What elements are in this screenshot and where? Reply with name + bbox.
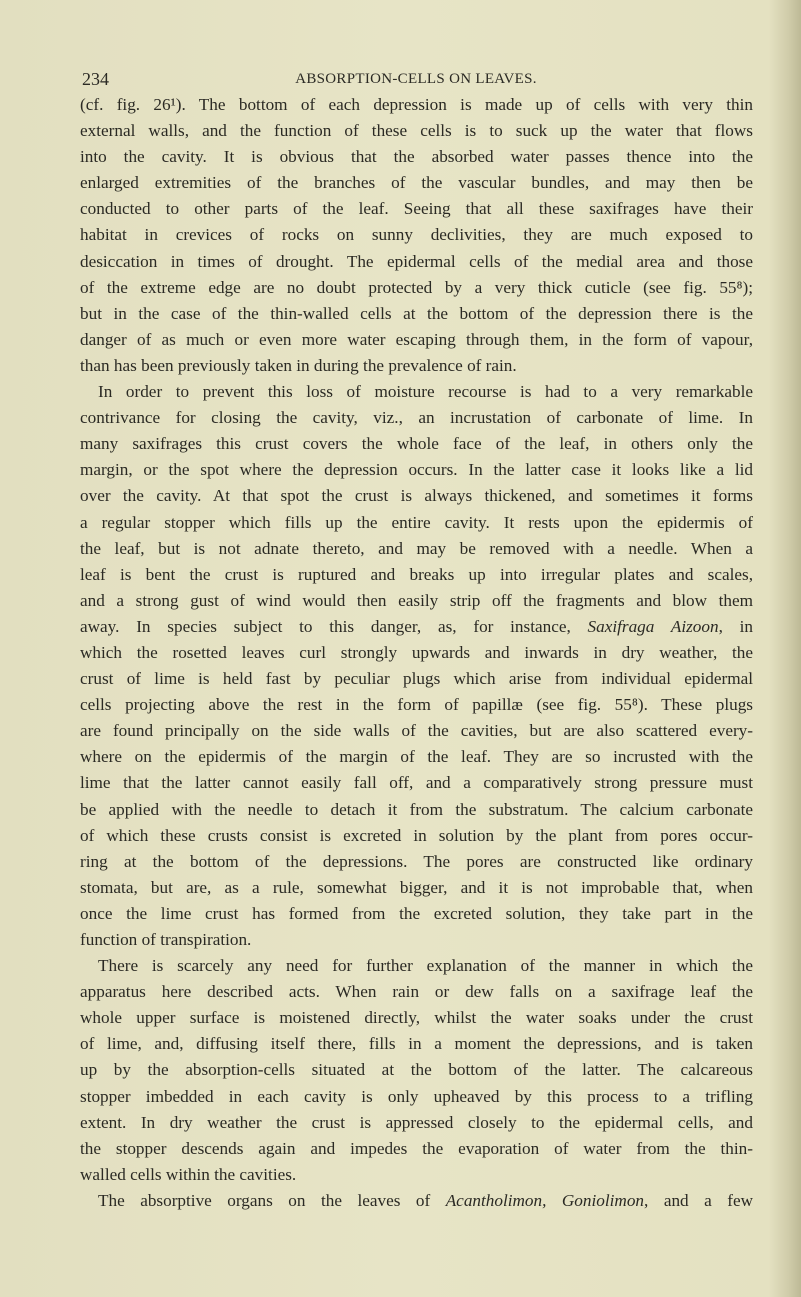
- text-line: [80, 1084, 753, 1110]
- text-line: [80, 562, 753, 588]
- text-segment: crust of lime is held fast by peculiar plugs which arise from individual epidermal: [80, 669, 753, 689]
- text-line: [80, 144, 753, 170]
- text-line: [80, 405, 753, 431]
- text-segment: up by the absorption-cells situated at the bottom of the latter. The calcareous: [80, 1060, 753, 1080]
- text-line: [80, 536, 753, 562]
- text-segment: over the cavity. At that spot the crust is always thickened, and sometimes it forms: [80, 486, 753, 506]
- text-line: [80, 614, 753, 640]
- text-line: [80, 744, 753, 770]
- text-line: [80, 666, 753, 692]
- text-segment: are found principally on the side walls of the cavities, but are also scattered every-: [80, 721, 753, 741]
- text-segment: and a strong gust of wind would then easily strip off the fragments and blow them: [80, 590, 753, 610]
- text-line: [80, 249, 753, 275]
- page-number: 234: [82, 69, 109, 89]
- text-segment: but in the case of the thin-walled cells at the bottom of the depression there is the: [80, 303, 753, 323]
- text-segment: ring at the bottom of the depressions. The pores are constructed like ordinary: [80, 851, 753, 871]
- text-segment: walled cells within the cavities.: [80, 1164, 297, 1184]
- paragraph: [80, 92, 753, 379]
- text-line: [80, 588, 753, 614]
- paragraph: [80, 953, 753, 1188]
- text-segment: (cf. fig. 26¹). The bottom of each depression is made up of cells with very thin: [80, 95, 753, 114]
- text-segment: function of transpiration.: [80, 930, 252, 949]
- text-line: [80, 1057, 753, 1083]
- text-line: [80, 275, 753, 301]
- text-line: [80, 718, 753, 744]
- text-segment: lime that the latter cannot easily fall off, and a comparatively strong pressure must: [80, 773, 753, 793]
- text-line: [80, 510, 753, 536]
- text-segment: of which these crusts consist is excreted in solution by the plant from pores occur-: [80, 825, 753, 845]
- body-text: [80, 92, 753, 1214]
- text-line: [80, 301, 753, 327]
- text-segment: a regular stopper which fills up the entire cavity. It rests upon the epidermis of: [80, 512, 753, 532]
- text-segment: cells projecting above the rest in the form of papillæ (see fig. 55⁸). These plugs: [80, 695, 753, 715]
- text-segment: many saxifrages this crust covers the whole face of the leaf, in others only the: [80, 434, 753, 454]
- text-segment: the leaf, but is not adnate thereto, and may be removed with a needle. When a: [80, 538, 753, 558]
- text-line: [80, 353, 753, 379]
- text-line: [80, 1136, 753, 1162]
- text-line: [80, 927, 753, 953]
- text-segment: The absorptive organs on the leaves of: [98, 1190, 446, 1210]
- text-line: [80, 823, 753, 849]
- text-line: [80, 92, 753, 118]
- text-line: [80, 196, 753, 222]
- text-segment: desiccation in times of drought. The epidermal cells of the medial area and those: [80, 251, 753, 271]
- text-line: [80, 1005, 753, 1031]
- text-segment: of lime, and, diffusing itself there, fills in a moment the depressions, and is taken: [80, 1034, 753, 1054]
- text-segment: away. In species subject to this danger, as, for instance,: [80, 616, 588, 636]
- text-segment: conducted to other parts of the leaf. Seeing that all these saxifrages have their: [80, 199, 753, 219]
- text-segment: which the rosetted leaves curl strongly upwards and inwards in dry weather, the: [80, 642, 753, 662]
- text-segment: extent. In dry weather the crust is appressed closely to the epidermal cells, and: [80, 1112, 753, 1132]
- text-line: [80, 640, 753, 666]
- paragraph: [80, 379, 753, 953]
- text-line: [80, 1162, 753, 1188]
- text-segment: of the extreme edge are no doubt protected by a very thick cuticle (see fig. 55⁸);: [80, 277, 753, 297]
- paragraph: [80, 1188, 753, 1214]
- text-segment: than has been previously taken in during the prevalence of rain.: [80, 355, 517, 375]
- text-segment: contrivance for closing the cavity, viz., an incrustation of carbonate of lime. In: [80, 408, 753, 428]
- text-segment: There is scarcely any need for further explanation of the manner in which the: [98, 956, 753, 976]
- text-segment: leaf is bent the crust is ruptured and breaks up into irregular plates and scales,: [80, 564, 753, 584]
- text-segment: once the lime crust has formed from the excreted solution, they take part in the: [80, 903, 753, 923]
- text-line: [80, 1031, 753, 1057]
- text-line: [80, 1110, 753, 1136]
- text-segment: where on the epidermis of the margin of the leaf. They are so incrusted with the: [80, 747, 753, 767]
- text-segment: , in: [718, 616, 753, 636]
- text-line: [80, 797, 753, 823]
- text-line: [80, 875, 753, 901]
- text-line: [80, 979, 753, 1005]
- text-segment: the stopper descends again and impedes the evaporation of water from the thin-: [80, 1138, 753, 1158]
- text-line: [80, 953, 753, 979]
- text-segment: In order to prevent this loss of moisture recourse is had to a very remarkable: [98, 382, 753, 402]
- text-line: [80, 222, 753, 248]
- text-line: [80, 483, 753, 509]
- text-segment: margin, or the spot where the depression occurs. In the latter case it looks like a lid: [80, 460, 753, 480]
- text-line: [80, 901, 753, 927]
- text-segment: whole upper surface is moistened directly, whilst the water soaks under the crust: [80, 1008, 753, 1028]
- text-line: [80, 692, 753, 718]
- text-line: [80, 431, 753, 457]
- text-segment: habitat in crevices of rocks on sunny declivities, they are much exposed to: [80, 225, 753, 245]
- text-segment: danger of as much or even more water escaping through them, in the form of vapour,: [80, 329, 753, 349]
- text-line: [80, 379, 753, 405]
- text-line: [80, 1188, 753, 1214]
- text-line: [80, 457, 753, 483]
- text-line: [80, 118, 753, 144]
- text-line: [80, 170, 753, 196]
- text-segment: apparatus here described acts. When rain or dew falls on a saxifrage leaf the: [80, 982, 753, 1002]
- text-segment: be applied with the needle to detach it from the substratum. The calcium carbonate: [80, 799, 753, 819]
- text-segment: stomata, but are, as a rule, somewhat bigger, and it is not improbable that, when: [80, 877, 753, 897]
- text-segment: enlarged extremities of the branches of the vascular bundles, and may then be: [80, 173, 753, 193]
- page-header: [80, 69, 752, 93]
- italic-species-name: Saxifraga Aizoon: [587, 616, 719, 636]
- text-segment: stopper imbedded in each cavity is only upheaved by this process to a trifling: [80, 1086, 753, 1106]
- text-line: [80, 327, 753, 353]
- text-segment: , and a few: [644, 1190, 753, 1210]
- text-segment: external walls, and the function of these cells is to suck up the water that flows: [80, 121, 753, 141]
- running-title: ABSORPTION-CELLS ON LEAVES.: [295, 71, 537, 87]
- text-segment: into the cavity. It is obvious that the absorbed water passes thence into the: [80, 147, 753, 167]
- text-line: [80, 849, 753, 875]
- text-line: [80, 770, 753, 796]
- italic-species-name: Acantholimon, Goniolimon: [445, 1190, 645, 1210]
